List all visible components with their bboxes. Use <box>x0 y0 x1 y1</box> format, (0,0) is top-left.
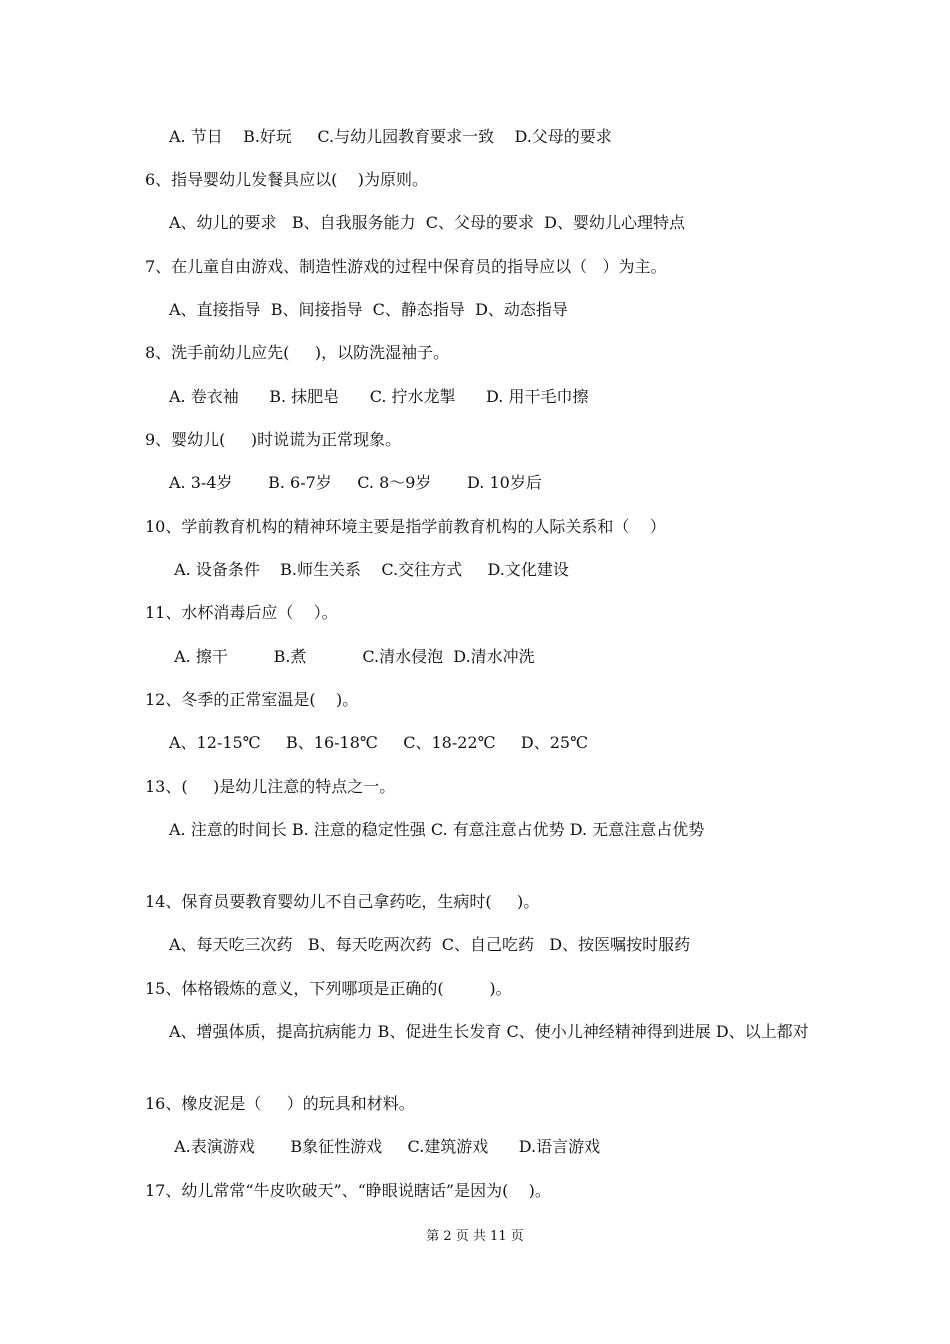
q13-question: 13、( )是幼儿注意的特点之一。 <box>145 777 396 796</box>
q11-options: A. 擦干 B.煮 C.清水侵泡 D.清水冲洗 <box>169 647 535 666</box>
q12-question: 12、冬季的正常室温是( )。 <box>145 690 359 709</box>
q13-options: A. 注意的时间长 B. 注意的稳定性强 C. 有意注意占优势 D. 无意注意占优势 <box>169 820 705 839</box>
q8-question: 8、洗手前幼儿应先( )，以防洗湿袖子。 <box>145 343 450 362</box>
q15-options: A、增强体质，提高抗病能力 B、促进生长发育 C、使小儿神经精神得到进展 D、以上都对 <box>169 1022 809 1041</box>
q10-question: 10、学前教育机构的精神环境主要是指学前教育机构的人际关系和（ ） <box>145 517 666 536</box>
q14-question: 14、保育员要教育婴幼儿不自己拿药吃，生病时( )。 <box>145 892 540 911</box>
q9-question: 9、婴幼儿( )时说谎为正常现象。 <box>145 430 402 449</box>
q15-question: 15、体格锻炼的意义，下列哪项是正确的( )。 <box>145 979 512 998</box>
q9-options: A. 3-4岁 B. 6-7岁 C. 8～9岁 D. 10岁后 <box>169 473 542 492</box>
q11-question: 11、水杯消毒后应（ ）。 <box>145 603 338 622</box>
q5-options: A. 节日 B.好玩 C.与幼儿园教育要求一致 D.父母的要求 <box>169 127 612 146</box>
q10-options: A. 设备条件 B.师生关系 C.交往方式 D.文化建设 <box>169 560 569 579</box>
q6-options: A、幼儿的要求 B、自我服务能力 C、父母的要求 D、婴幼儿心理特点 <box>169 213 685 232</box>
q12-options: A、12-15℃ B、16-18℃ C、18-22℃ D、25℃ <box>169 733 589 752</box>
q8-options: A. 卷衣袖 B. 抹肥皂 C. 拧水龙掣 D. 用干毛巾擦 <box>169 387 589 406</box>
q16-options: A.表演游戏 B象征性游戏 C.建筑游戏 D.语言游戏 <box>169 1137 601 1156</box>
q17-question: 17、幼儿常常“牛皮吹破天”、“睁眼说瞎话”是因为( )。 <box>145 1181 551 1200</box>
q7-question: 7、在儿童自由游戏、制造性游戏的过程中保育员的指导应以（ ）为主。 <box>145 257 667 276</box>
q14-options: A、每天吃三次药 B、每天吃两次药 C、自己吃药 D、按医嘱按时服药 <box>169 935 691 954</box>
q7-options: A、直接指导 B、间接指导 C、静态指导 D、动态指导 <box>169 300 568 319</box>
q6-question: 6、指导婴幼儿发餐具应以( )为原则。 <box>145 170 429 189</box>
page-footer: 第 2 页 共 11 页 <box>426 1229 524 1244</box>
q16-question: 16、橡皮泥是（ ）的玩具和材料。 <box>145 1094 415 1113</box>
